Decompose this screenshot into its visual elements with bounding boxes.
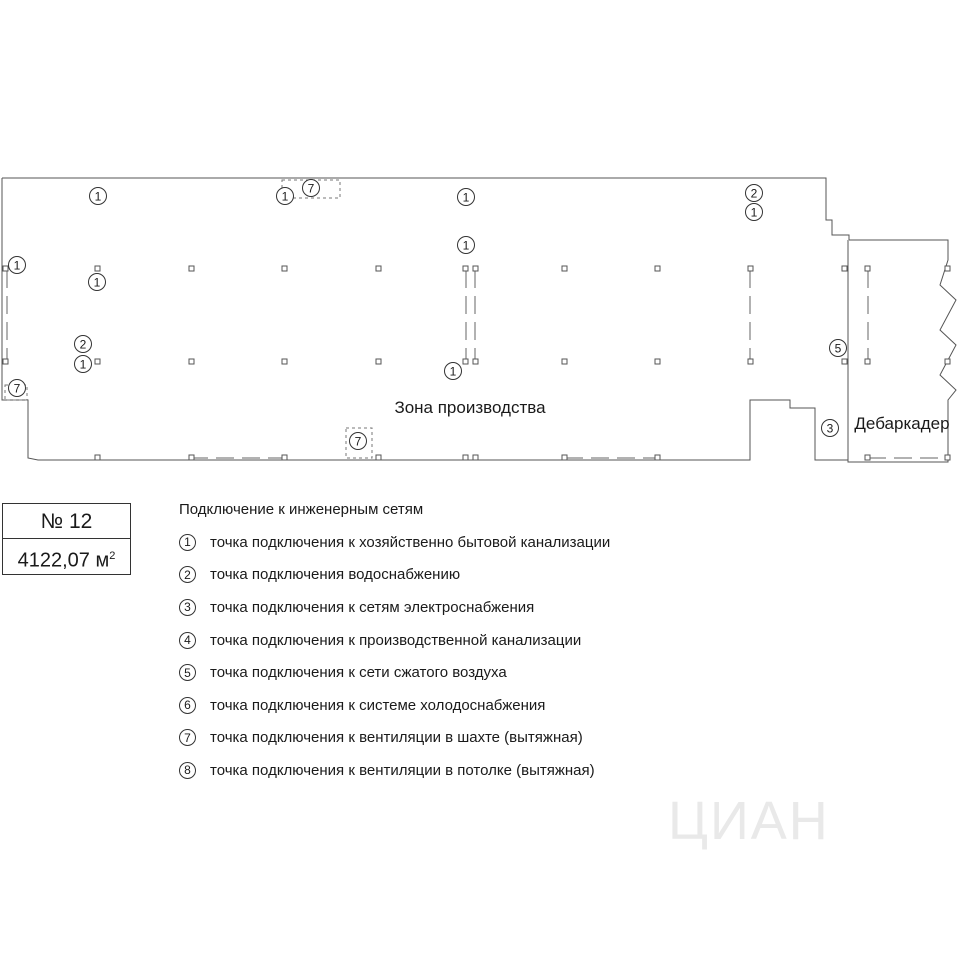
unit-area-value: 4122,07 м [17, 549, 110, 572]
svg-text:1: 1 [750, 205, 758, 220]
svg-text:1: 1 [79, 357, 87, 372]
plan-marker-7 [350, 433, 367, 450]
plan-marker-5 [830, 340, 847, 357]
svg-text:2: 2 [750, 186, 758, 201]
svg-text:1: 1 [462, 238, 470, 253]
svg-text:1: 1 [13, 258, 21, 273]
legend-item-number: 2 [179, 566, 196, 583]
utilities-legend [179, 498, 610, 787]
legend-item [179, 754, 610, 787]
zone-label: Зона производства [394, 398, 546, 417]
plan-marker-1 [90, 188, 107, 205]
legend-item-number: 3 [179, 599, 196, 616]
plan-marker-1 [75, 356, 92, 373]
unit-area [3, 539, 130, 579]
svg-text:1: 1 [449, 364, 457, 379]
legend-title: Подключение к инженерным сетям [179, 501, 424, 518]
svg-text:5: 5 [834, 341, 842, 356]
plan-marker-1 [746, 204, 763, 221]
svg-text:2: 2 [79, 337, 87, 352]
unit-area-sup: 2 [109, 550, 116, 562]
plan-marker-1 [458, 189, 475, 206]
svg-text:1: 1 [93, 275, 101, 290]
svg-text:7: 7 [307, 181, 315, 196]
dock-label: Дебаркадер [854, 414, 950, 433]
plan-marker-1 [458, 237, 475, 254]
plan-marker-1 [89, 274, 106, 291]
legend-item [179, 526, 610, 559]
svg-text:1: 1 [94, 189, 102, 204]
legend-item-text: точка подключения к вентиляции в шахте (вытяжная) [210, 729, 583, 747]
legend-item-number: 1 [179, 534, 196, 551]
svg-text:1: 1 [281, 189, 289, 204]
legend-item [179, 591, 610, 624]
svg-text:3: 3 [826, 421, 834, 436]
unit-number: № 12 [3, 504, 130, 539]
legend-item [179, 722, 610, 755]
svg-text:7: 7 [13, 381, 21, 396]
legend-item-number: 5 [179, 664, 196, 681]
plan-marker-1 [445, 363, 462, 380]
legend-item-text: точка подключения к системе холодоснабжения [210, 696, 546, 714]
plan-marker-7 [303, 180, 320, 197]
svg-text:1: 1 [462, 190, 470, 205]
legend-item [179, 624, 610, 657]
plan-marker-1 [9, 257, 26, 274]
svg-text:7: 7 [354, 434, 362, 449]
legend-item [179, 559, 610, 592]
legend-item-number: 6 [179, 697, 196, 714]
legend-item-number: 7 [179, 729, 196, 746]
plan-marker-7 [9, 380, 26, 397]
watermark-logo: ЦИАН [668, 791, 830, 851]
plan-marker-1 [277, 188, 294, 205]
legend-item-text: точка подключения водоснабжению [210, 566, 461, 584]
legend-item-text: точка подключения к сетям электроснабжения [210, 598, 535, 616]
legend-item-number: 4 [179, 632, 196, 649]
plan-marker-2 [75, 336, 92, 353]
plan-marker-3 [822, 420, 839, 437]
plan-marker-2 [746, 185, 763, 202]
legend-item-text: точка подключения к хозяйственно бытовой канализации [210, 533, 611, 551]
production-zone-outline [2, 178, 849, 460]
legend-item-number: 8 [179, 762, 196, 779]
legend-item [179, 689, 610, 722]
legend-item-text: точка подключения к вентиляции в потолке (вытяжная) [210, 761, 595, 779]
unit-info-box [2, 503, 131, 575]
legend-item-text: точка подключения к сети сжатого воздуха [210, 664, 507, 682]
legend-item-text: точка подключения к производственной канализации [210, 631, 582, 649]
legend-item [179, 656, 610, 689]
